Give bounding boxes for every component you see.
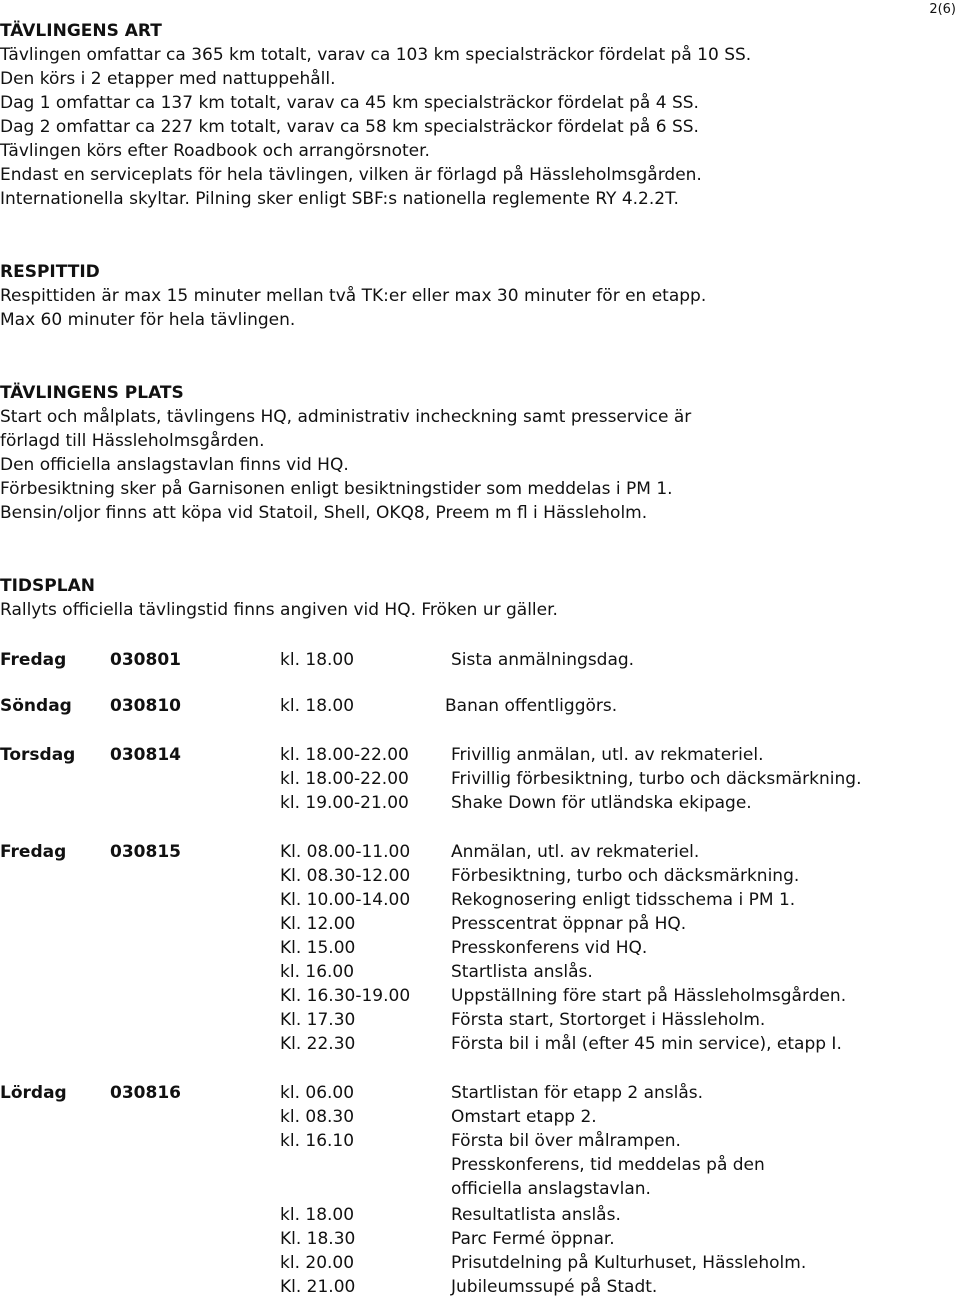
text-line: Dag 1 omfattar ca 137 km totalt, varav ca 45 km specialsträckor fördelat på 4 SS. <box>0 93 699 113</box>
schedule-desc: officiella anslagstavlan. <box>451 1179 651 1199</box>
page-number: 2(6) <box>929 2 956 17</box>
section-heading-tavlingens-art: TÄVLINGENS ART <box>0 21 162 41</box>
text-line: Start och målplats, tävlingens HQ, administrativ incheckning samt presservice är <box>0 407 692 427</box>
schedule-desc: Presskonferens, tid meddelas på den <box>451 1155 765 1175</box>
schedule-date: 030815 <box>110 842 181 862</box>
schedule-time: Kl. 08.30-12.00 <box>280 866 411 886</box>
text-line: Internationella skyltar. Pilning sker enligt SBF:s nationella reglemente RY 4.2.2T. <box>0 189 679 209</box>
schedule-desc: Första bil i mål (efter 45 min service), etapp I. <box>451 1034 842 1054</box>
section-heading-tidsplan: TIDSPLAN <box>0 576 95 596</box>
section-heading-respittid: RESPITTID <box>0 262 100 282</box>
schedule-time: kl. 18.00 <box>280 696 355 716</box>
schedule-day: Söndag <box>0 696 72 716</box>
text-line: Respittiden är max 15 minuter mellan två TK:er eller max 30 minuter för en etapp. <box>0 286 707 306</box>
schedule-desc: Banan offentliggörs. <box>445 696 618 716</box>
text-line: Bensin/oljor finns att köpa vid Statoil, Shell, OKQ8, Preem m fl i Hässleholm. <box>0 503 648 523</box>
schedule-date: 030814 <box>110 745 181 765</box>
schedule-desc: Resultatlista anslås. <box>451 1205 621 1225</box>
schedule-time: kl. 16.10 <box>280 1131 355 1151</box>
schedule-day: Torsdag <box>0 745 76 765</box>
schedule-desc: Shake Down för utländska ekipage. <box>451 793 752 813</box>
text-line: Den officiella anslagstavlan finns vid HQ. <box>0 455 349 475</box>
schedule-date: 030801 <box>110 650 181 670</box>
schedule-time: kl. 06.00 <box>280 1083 355 1103</box>
text-line: Förbesiktning sker på Garnisonen enligt besiktningstider som meddelas i PM 1. <box>0 479 673 499</box>
schedule-desc: Startlista anslås. <box>451 962 593 982</box>
schedule-time: kl. 18.00-22.00 <box>280 769 409 789</box>
schedule-time: Kl. 16.30-19.00 <box>280 986 411 1006</box>
section-heading-tavlingens-plats: TÄVLINGENS PLATS <box>0 383 184 403</box>
schedule-desc: Första bil över målrampen. <box>451 1131 681 1151</box>
schedule-time: Kl. 08.00-11.00 <box>280 842 411 862</box>
schedule-desc: Rekognosering enligt tidsschema i PM 1. <box>451 890 796 910</box>
schedule-time: kl. 20.00 <box>280 1253 355 1273</box>
schedule-time: Kl. 18.30 <box>280 1229 356 1249</box>
text-line: Dag 2 omfattar ca 227 km totalt, varav ca 58 km specialsträckor fördelat på 6 SS. <box>0 117 699 137</box>
schedule-day: Lördag <box>0 1083 67 1103</box>
text-line: Endast en serviceplats för hela tävlingen, vilken är förlagd på Hässleholmsgården. <box>0 165 702 185</box>
schedule-day: Fredag <box>0 650 67 670</box>
schedule-desc: Presskonferens vid HQ. <box>451 938 648 958</box>
schedule-time: Kl. 17.30 <box>280 1010 356 1030</box>
schedule-desc: Uppställning före start på Hässleholmsgården. <box>451 986 847 1006</box>
schedule-desc: Parc Fermé öppnar. <box>451 1229 615 1249</box>
schedule-day: Fredag <box>0 842 67 862</box>
schedule-date: 030816 <box>110 1083 181 1103</box>
text-line: Max 60 minuter för hela tävlingen. <box>0 310 296 330</box>
schedule-desc: Omstart etapp 2. <box>451 1107 597 1127</box>
schedule-desc: Sista anmälningsdag. <box>451 650 635 670</box>
schedule-desc: Startlistan för etapp 2 anslås. <box>451 1083 704 1103</box>
schedule-date: 030810 <box>110 696 181 716</box>
schedule-time: kl. 19.00-21.00 <box>280 793 409 813</box>
text-line: Rallyts officiella tävlingstid finns angiven vid HQ. Fröken ur gäller. <box>0 600 558 620</box>
schedule-desc: Förbesiktning, turbo och däcksmärkning. <box>451 866 800 886</box>
schedule-desc: Presscentrat öppnar på HQ. <box>451 914 687 934</box>
schedule-time: Kl. 15.00 <box>280 938 356 958</box>
schedule-desc: Anmälan, utl. av rekmateriel. <box>451 842 700 862</box>
text-line: Tävlingen omfattar ca 365 km totalt, varav ca 103 km specialsträckor fördelat på 10 SS. <box>0 45 752 65</box>
schedule-desc: Frivillig anmälan, utl. av rekmateriel. <box>451 745 764 765</box>
schedule-time: Kl. 10.00-14.00 <box>280 890 411 910</box>
text-line: förlagd till Hässleholmsgården. <box>0 431 265 451</box>
schedule-time: kl. 18.00 <box>280 650 355 670</box>
schedule-desc: Frivillig förbesiktning, turbo och däcksmärkning. <box>451 769 862 789</box>
schedule-time: kl. 08.30 <box>280 1107 355 1127</box>
schedule-time: Kl. 12.00 <box>280 914 356 934</box>
schedule-time: Kl. 21.00 <box>280 1277 356 1297</box>
text-line: Den körs i 2 etapper med nattuppehåll. <box>0 69 336 89</box>
schedule-time: Kl. 22.30 <box>280 1034 356 1054</box>
schedule-desc: Jubileumssupé på Stadt. <box>451 1277 658 1297</box>
schedule-time: kl. 18.00 <box>280 1205 355 1225</box>
schedule-time: kl. 16.00 <box>280 962 355 982</box>
schedule-time: kl. 18.00-22.00 <box>280 745 409 765</box>
schedule-desc: Första start, Stortorget i Hässleholm. <box>451 1010 766 1030</box>
schedule-desc: Prisutdelning på Kulturhuset, Hässleholm. <box>451 1253 807 1273</box>
text-line: Tävlingen körs efter Roadbook och arrangörsnoter. <box>0 141 430 161</box>
